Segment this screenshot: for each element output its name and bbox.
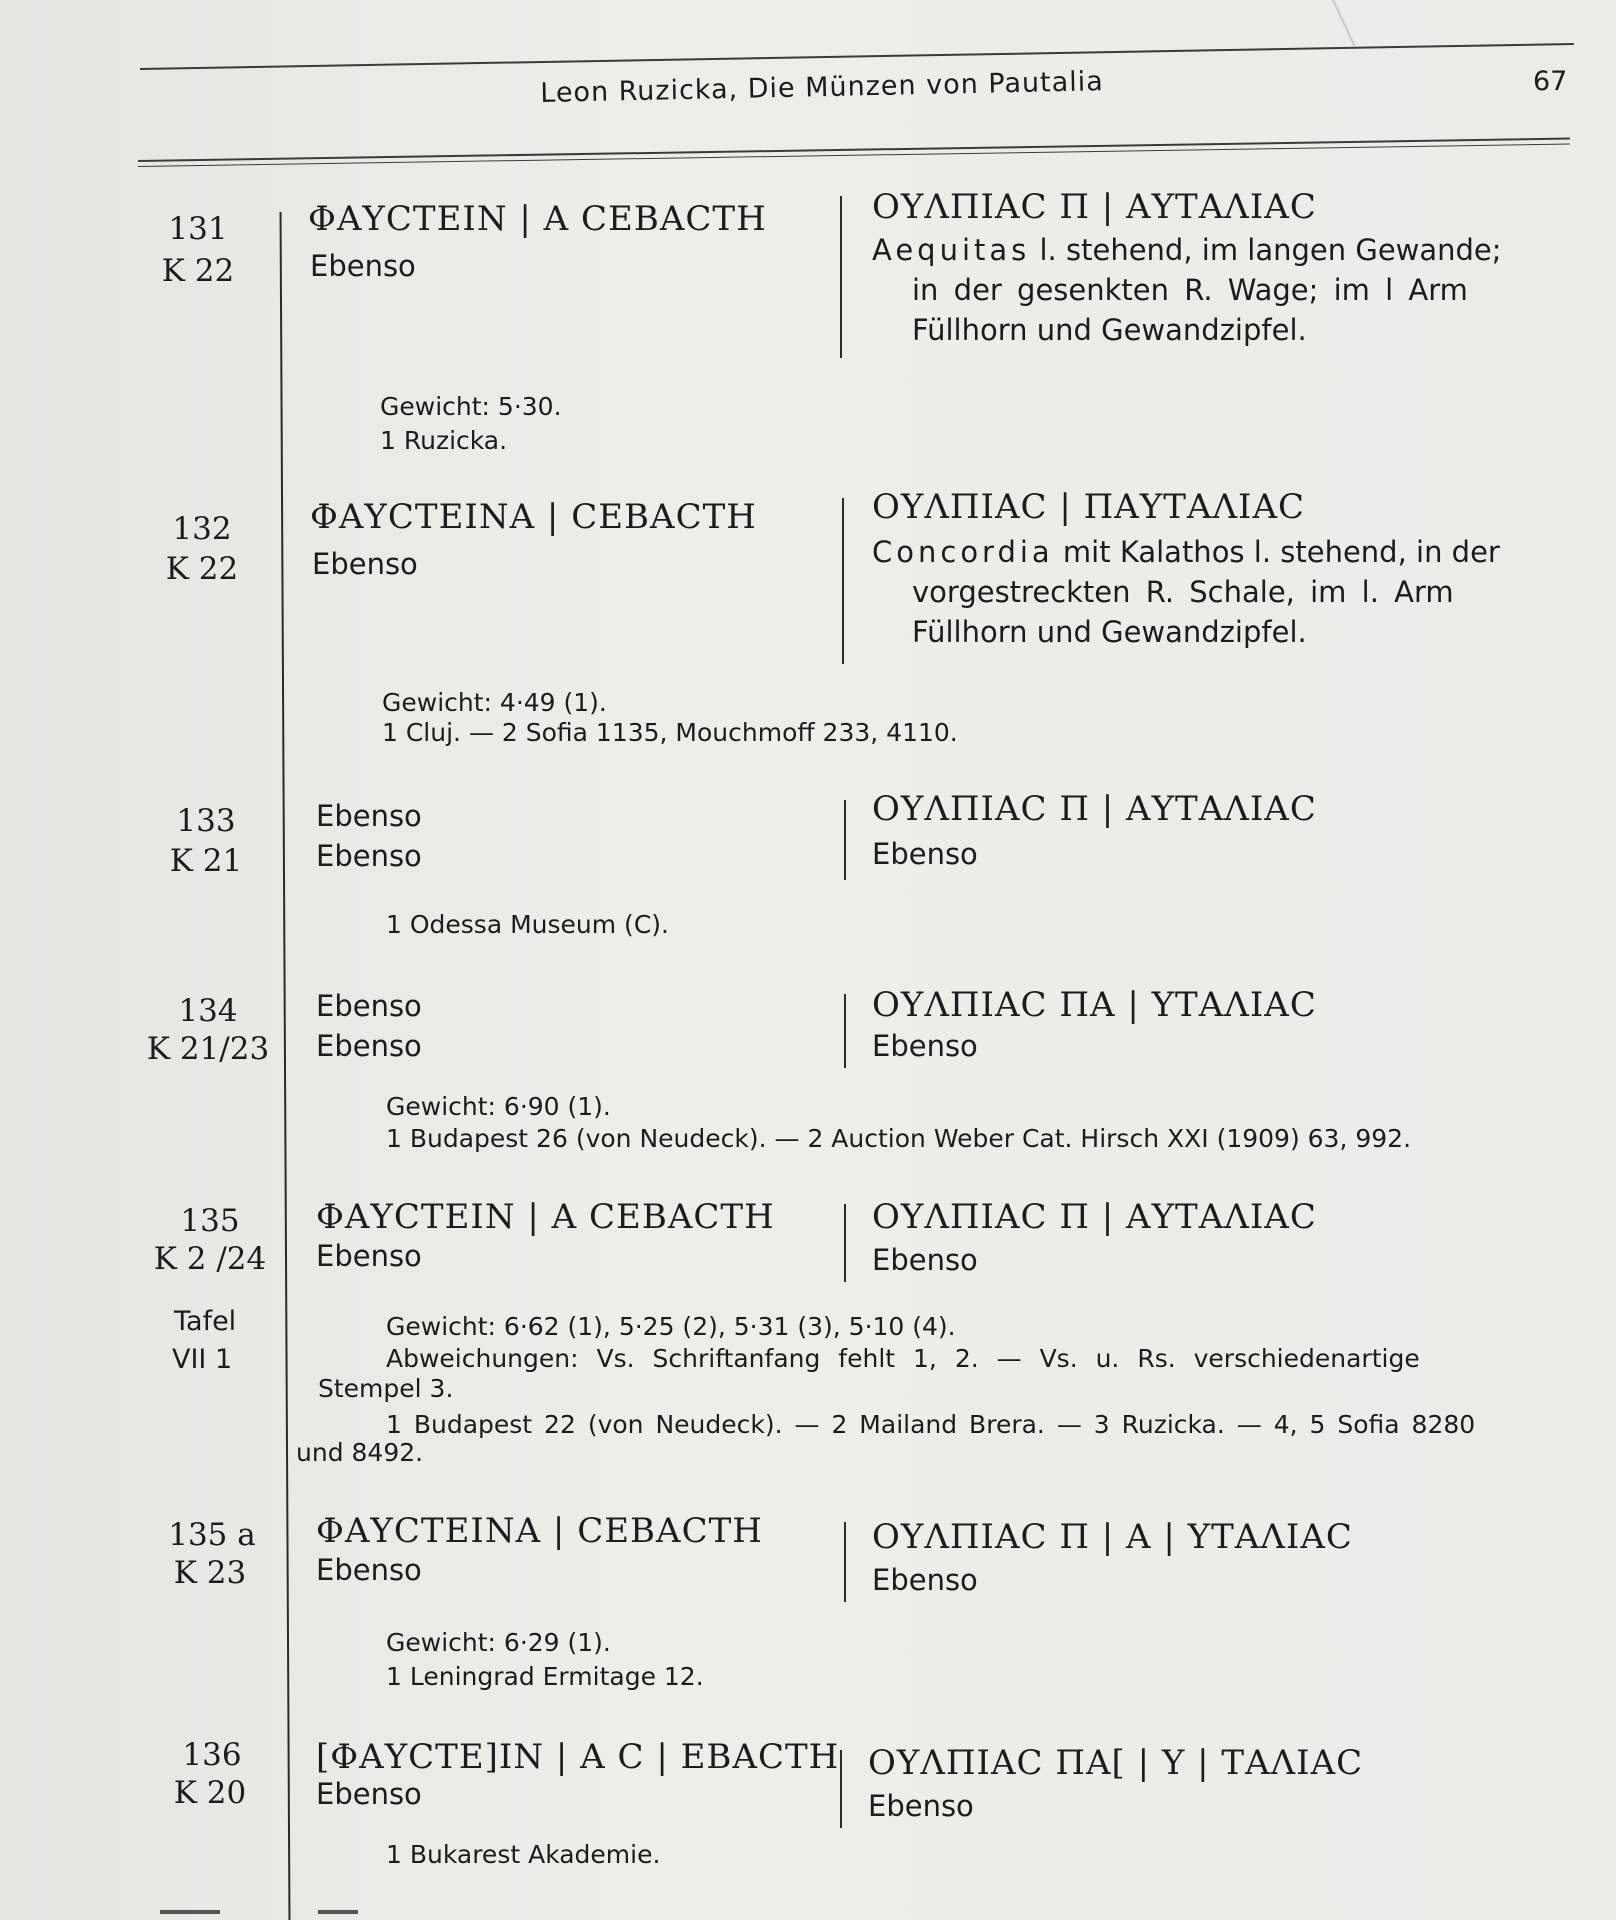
obverse-description: Ebenso xyxy=(316,839,422,873)
deviations-note-line-2: Stempel 3. xyxy=(318,1374,454,1403)
weight-note: Gewicht: 4·49 (1). xyxy=(382,688,607,717)
entry-plate-ref: K 21/23 xyxy=(146,1031,270,1067)
sources-note: 1 Cluj. — 2 Sofia 1135, Mouchmoff 233, 4110. xyxy=(382,718,958,747)
reverse-description-line-3: Füllhorn und Gewandzipfel. xyxy=(912,615,1307,649)
reverse-description-line-2: in der gesenkten R. Wage; im l Arm xyxy=(912,273,1468,307)
reverse-divider xyxy=(844,1522,846,1602)
reverse-description-text: l. stehend, im langen Gewande; xyxy=(1030,233,1502,267)
entry-number: 135 a xyxy=(168,1517,256,1553)
reverse-description: Ebenso xyxy=(872,837,978,871)
entry-plate-ref: K 22 xyxy=(161,253,235,289)
weight-note: Gewicht: 5·30. xyxy=(380,392,562,421)
header-bottom-rule-2 xyxy=(138,144,1570,167)
reverse-description-line-1 xyxy=(872,535,1500,569)
reverse-divider xyxy=(844,1204,846,1282)
weight-note: Gewicht: 6·90 (1). xyxy=(386,1092,611,1121)
tafel-plate: VII 1 xyxy=(172,1344,233,1375)
obverse-legend: Ebenso xyxy=(316,799,422,833)
number-column-divider xyxy=(280,212,291,1920)
entry-number: 134 xyxy=(178,993,238,1029)
entry-number: 132 xyxy=(172,511,232,547)
obverse-legend: ΦΑΥCTEINA | CEBACTH xyxy=(316,1511,763,1551)
reverse-description-line-1 xyxy=(872,233,1502,267)
next-entry-stub xyxy=(160,1910,220,1914)
page-number: 67 xyxy=(1533,66,1568,97)
obverse-legend: ΦΑΥCTEIN | Α CEBACTH xyxy=(316,1197,775,1237)
entry-plate-ref: K 21 xyxy=(169,843,243,879)
sources-note: 1 Ruzicka. xyxy=(380,426,508,455)
reverse-divider xyxy=(842,498,844,664)
reverse-legend: ΟΥΛΠΙΑC ΠΑ[ | Υ | ΤΑΛΙΑC xyxy=(868,1743,1364,1783)
obverse-description: Ebenso xyxy=(316,1553,422,1587)
reverse-description: Ebenso xyxy=(872,1243,978,1277)
entry-plate-ref: K 2 /24 xyxy=(153,1241,267,1277)
personification-name: Concordia xyxy=(872,535,1054,569)
reverse-divider xyxy=(840,1750,842,1828)
sources-note: 1 Budapest 26 (von Neudeck). — 2 Auction Weber Cat. Hirsch XXI (1909) 63, 992. xyxy=(386,1124,1412,1153)
reverse-description: Ebenso xyxy=(872,1029,978,1063)
sources-note: 1 Odessa Museum (C). xyxy=(386,910,669,939)
obverse-legend: [ΦΑΥCTE]IN | Α C | EBACTH xyxy=(316,1737,840,1777)
weight-note: Gewicht: 6·62 (1), 5·25 (2), 5·31 (3), 5·10 (4). xyxy=(386,1312,956,1341)
reverse-legend: ΟΥΛΠΙΑC ΠΑ | ΥΤΑΛΙΑC xyxy=(872,985,1317,1025)
obverse-description: Ebenso xyxy=(310,249,416,283)
entry-number: 136 xyxy=(182,1737,242,1773)
entry-plate-ref: K 23 xyxy=(173,1555,247,1591)
entry-plate-ref: K 20 xyxy=(173,1775,247,1811)
sources-note: 1 Leningrad Ermitage 12. xyxy=(386,1662,704,1691)
reverse-description: Ebenso xyxy=(872,1563,978,1597)
sources-note-line-1: 1 Budapest 22 (von Neudeck). — 2 Mailand Brera. — 3 Ruzicka. — 4, 5 Sofia 8280 xyxy=(386,1410,1476,1439)
reverse-divider xyxy=(844,994,846,1068)
reverse-description-line-3: Füllhorn und Gewandzipfel. xyxy=(912,313,1307,347)
obverse-description: Ebenso xyxy=(316,1239,422,1273)
reverse-description: Ebenso xyxy=(868,1789,974,1823)
sources-note-line-2: und 8492. xyxy=(296,1438,424,1467)
reverse-legend: ΟΥΛΠΙΑC Π | ΑΥΤΑΛΙΑC xyxy=(872,187,1317,227)
obverse-description: Ebenso xyxy=(316,1029,422,1063)
reverse-legend: ΟΥΛΠΙΑC Π | ΑΥΤΑΛΙΑC xyxy=(872,1197,1317,1237)
entry-number: 131 xyxy=(168,211,228,247)
personification-name: Aequitas xyxy=(872,233,1031,267)
reverse-divider xyxy=(844,800,846,880)
tafel-label: Tafel xyxy=(174,1306,237,1337)
obverse-description: Ebenso xyxy=(312,547,418,581)
header-bottom-rule xyxy=(138,138,1570,162)
reverse-divider xyxy=(840,196,842,358)
entry-number: 133 xyxy=(176,803,236,839)
running-head-title: Leon Ruzicka, Die Münzen von Pautalia xyxy=(540,66,1105,109)
deviations-note-line-1: Abweichungen: Vs. Schriftanfang fehlt 1, 2. — Vs. u. Rs. verschiedenartige xyxy=(386,1344,1420,1373)
reverse-description-text: mit Kalathos l. stehend, in der xyxy=(1053,535,1500,569)
reverse-legend: ΟΥΛΠΙΑC Π | Α | ΥΤΑΛΙΑC xyxy=(872,1517,1353,1557)
obverse-legend: ΦΑΥCTEIN | Α CEBACTH xyxy=(308,199,767,239)
obverse-legend: Ebenso xyxy=(316,989,422,1023)
obverse-legend: ΦΑΥCTEINA | CEBACTH xyxy=(310,497,757,537)
weight-note: Gewicht: 6·29 (1). xyxy=(386,1628,611,1657)
reverse-legend: ΟΥΛΠΙΑC | ΠΑΥΤΑΛΙΑC xyxy=(872,487,1306,527)
entry-plate-ref: K 22 xyxy=(165,551,239,587)
entry-number: 135 xyxy=(180,1203,240,1239)
reverse-description-line-2: vorgestreckten R. Schale, im l. Arm xyxy=(912,575,1454,609)
header-top-rule xyxy=(140,43,1574,70)
reverse-legend: ΟΥΛΠΙΑC Π | ΑΥΤΑΛΙΑC xyxy=(872,789,1317,829)
page-crease xyxy=(1292,0,1355,63)
obverse-description: Ebenso xyxy=(316,1777,422,1811)
sources-note: 1 Bukarest Akademie. xyxy=(386,1840,661,1869)
next-entry-stub-2 xyxy=(318,1910,358,1914)
